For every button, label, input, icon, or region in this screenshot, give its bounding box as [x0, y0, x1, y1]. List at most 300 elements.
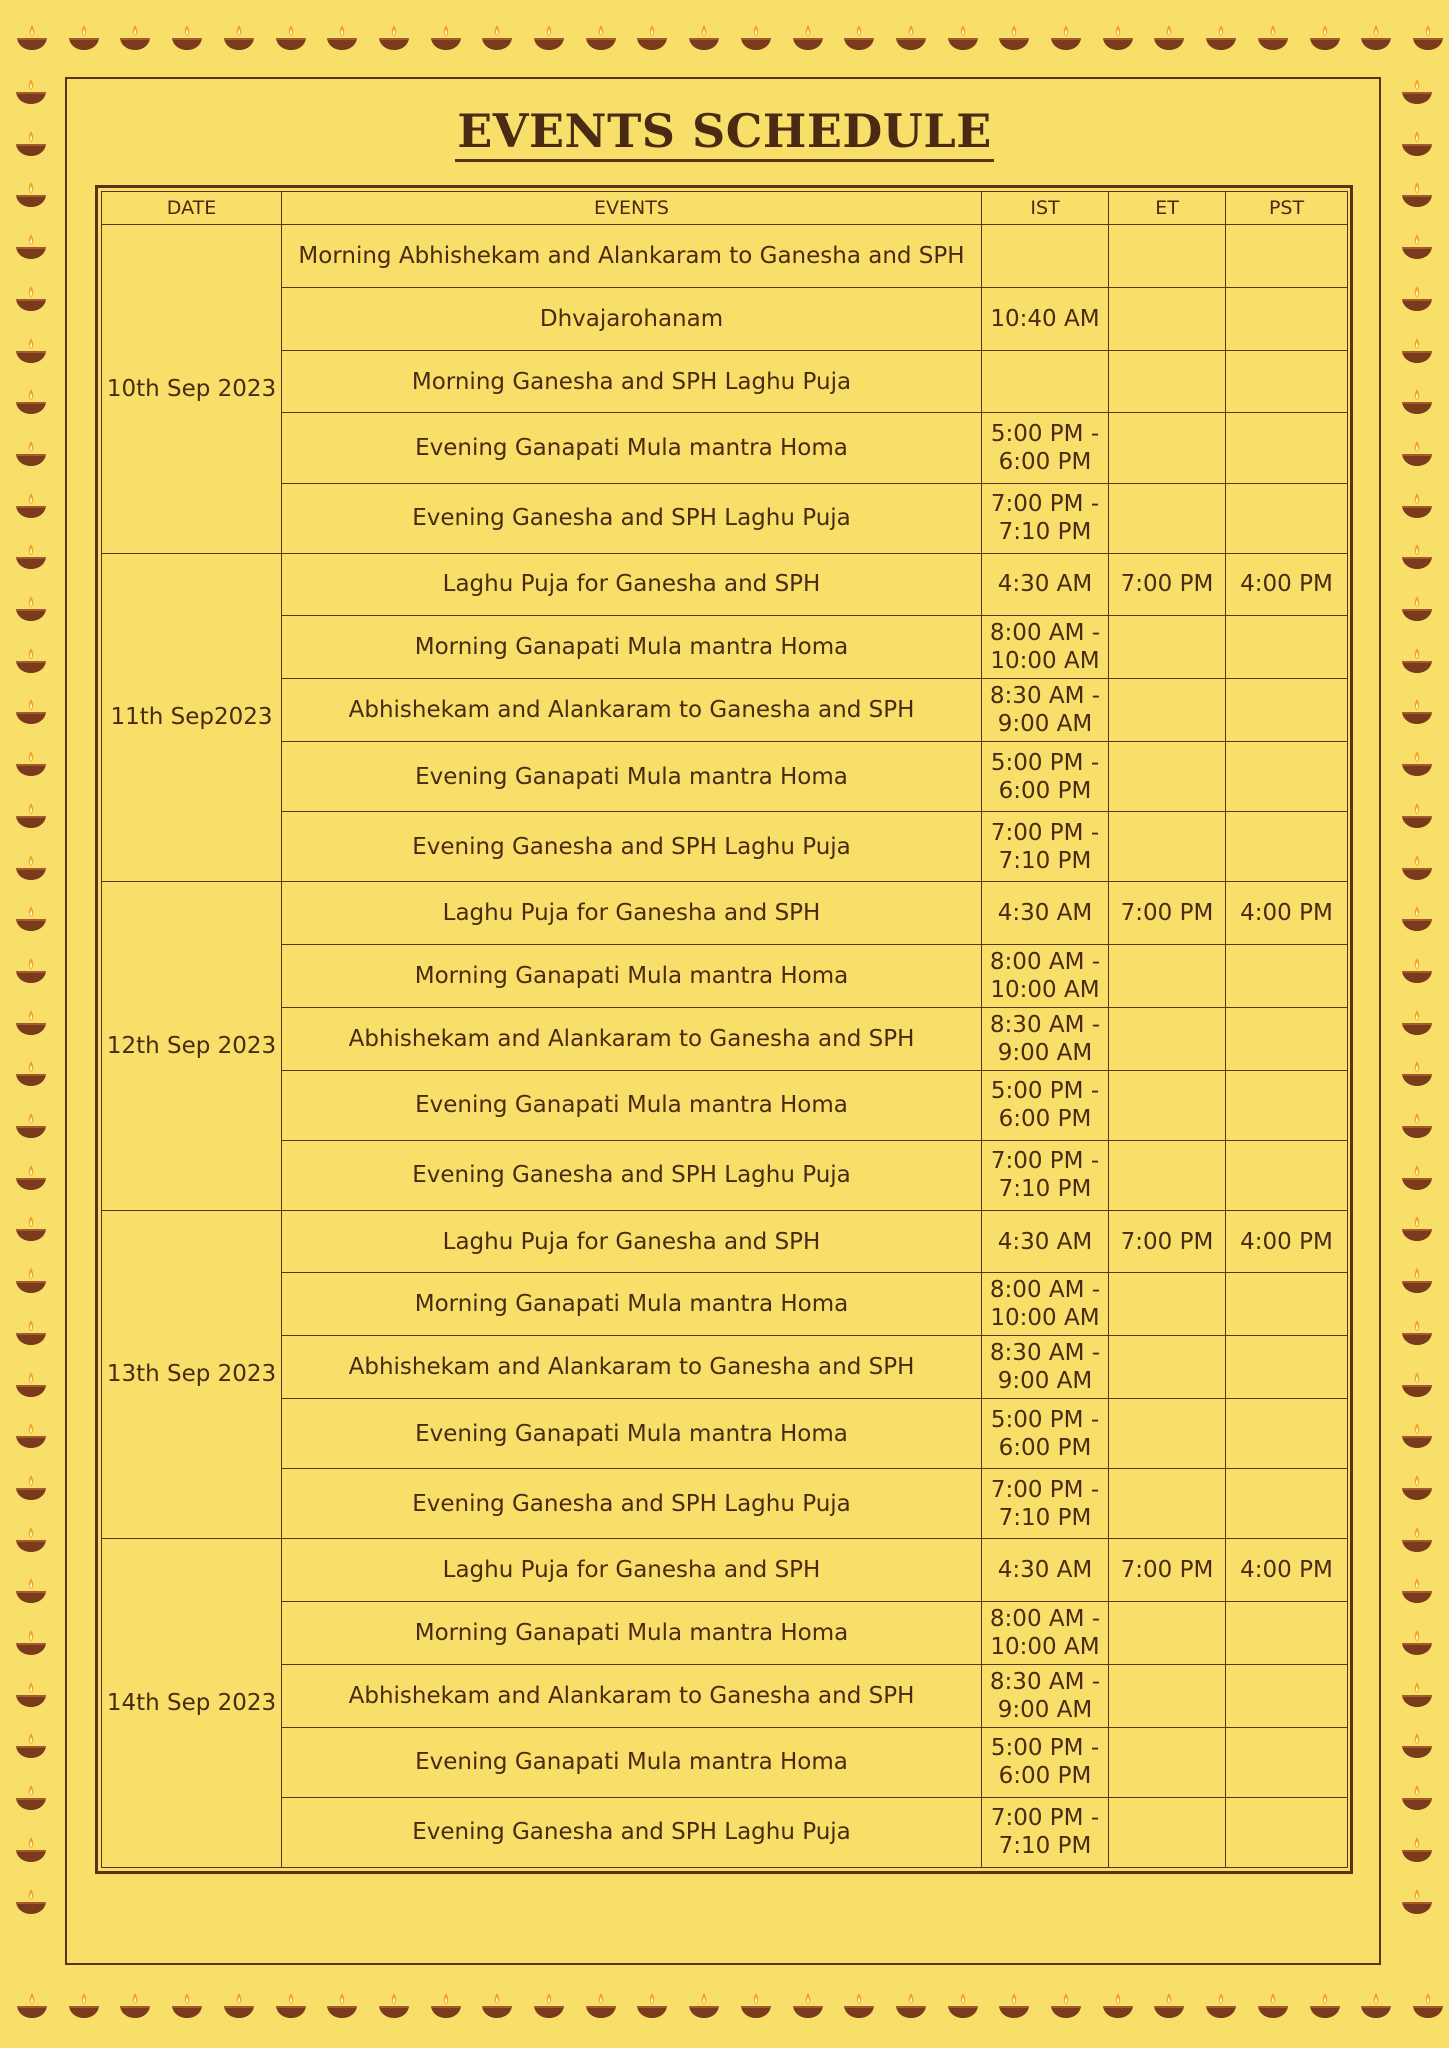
diya-lamp-icon [118, 24, 152, 52]
pst-time-cell [1226, 483, 1348, 553]
ist-time-end: 9:00 AM [997, 1368, 1093, 1395]
pst-time-cell [1226, 1007, 1348, 1070]
event-name-cell: Evening Ganesha and SPH Laghu Puja [282, 1140, 982, 1210]
diya-lamp-icon [1400, 957, 1434, 985]
et-time-cell [1109, 1070, 1226, 1140]
diya-lamp-icon [1101, 24, 1135, 52]
et-time-cell [1109, 1273, 1226, 1336]
diya-lamp-icon [1400, 1784, 1434, 1812]
ist-time-cell [982, 1273, 1109, 1336]
et-time-cell [1109, 1469, 1226, 1539]
diya-lamp-icon [14, 492, 48, 520]
diya-lamp-icon [635, 1992, 669, 2020]
et-time-cell [1109, 1664, 1226, 1727]
diya-border-right [1398, 0, 1438, 2048]
diya-lamp-icon [14, 1732, 48, 1760]
diya-lamp-icon [14, 388, 48, 416]
diya-lamp-icon [14, 905, 48, 933]
pst-time-cell [1226, 1602, 1348, 1665]
diya-lamp-icon [1359, 24, 1393, 52]
ist-time-start: 8:30 AM - [989, 1011, 1101, 1038]
et-time-cell [1109, 1797, 1226, 1867]
diya-lamp-icon [1308, 1992, 1342, 2020]
diya-lamp-icon [1400, 492, 1434, 520]
et-time-cell: 7:00 PM [1109, 553, 1226, 616]
diya-lamp-icon [14, 1526, 48, 1554]
ist-time-cell [982, 679, 1109, 742]
event-name-cell: Morning Ganesha and SPH Laghu Puja [282, 350, 982, 413]
et-time-cell [1109, 679, 1226, 742]
diya-lamp-icon [14, 802, 48, 830]
diya-lamp-icon [14, 233, 48, 261]
pst-time-cell [1226, 1664, 1348, 1727]
ist-time-cell [982, 1140, 1109, 1210]
diya-lamp-icon [1400, 1215, 1434, 1243]
diya-lamp-icon [14, 543, 48, 571]
diya-lamp-icon [1400, 181, 1434, 209]
ist-time-start: 5:00 PM - [990, 1735, 1100, 1762]
event-name-cell: Morning Ganapati Mula mantra Homa [282, 944, 982, 1007]
diya-lamp-icon [14, 1681, 48, 1709]
diya-lamp-icon [1400, 1526, 1434, 1554]
ist-time-end: 10:00 AM [990, 1633, 1100, 1660]
diya-lamp-icon [1400, 1164, 1434, 1192]
ist-time-cell [982, 1539, 1109, 1602]
ist-time-cell [982, 287, 1109, 350]
pst-time-cell [1226, 1469, 1348, 1539]
diya-lamp-icon [1400, 440, 1434, 468]
diya-lamp-icon [1400, 285, 1434, 313]
pst-time-cell [1226, 1336, 1348, 1399]
diya-lamp-icon [14, 1474, 48, 1502]
table-row [102, 1273, 1348, 1336]
diya-lamp-icon [1400, 337, 1434, 365]
column-header-ist: IST [982, 192, 1109, 225]
diya-lamp-icon [842, 1992, 876, 2020]
diya-lamp-icon [1400, 1629, 1434, 1657]
pst-time-cell [1226, 1727, 1348, 1797]
diya-lamp-icon [687, 24, 721, 52]
pst-time-cell [1226, 616, 1348, 679]
diya-lamp-icon [1152, 1992, 1186, 2020]
page-title [0, 104, 1449, 158]
pst-time-cell [1226, 1273, 1348, 1336]
column-header-date: DATE [102, 192, 282, 225]
column-header-et: ET [1109, 192, 1226, 225]
pst-time-cell [1226, 350, 1348, 413]
diya-lamp-icon [14, 854, 48, 882]
ist-time-end: 10:00 AM [990, 976, 1100, 1003]
diya-lamp-icon [1400, 1577, 1434, 1605]
diya-lamp-icon [1400, 1060, 1434, 1088]
pst-time-cell [1226, 413, 1348, 483]
pst-time-cell [1226, 1797, 1348, 1867]
et-time-cell [1109, 616, 1226, 679]
diya-lamp-icon [14, 1577, 48, 1605]
ist-time-cell [982, 225, 1109, 288]
date-cell: 11th Sep2023 [102, 553, 282, 882]
table-row [102, 350, 1348, 413]
diya-lamp-icon [1400, 1474, 1434, 1502]
diya-lamp-icon [1400, 1732, 1434, 1760]
pst-time-cell [1226, 679, 1348, 742]
diya-lamp-icon [739, 24, 773, 52]
diya-lamp-icon [1400, 854, 1434, 882]
ist-time-end: 7:10 PM [998, 1504, 1092, 1531]
event-name-cell: Abhishekam and Alankaram to Ganesha and SPH [282, 1007, 982, 1070]
diya-lamp-icon [1256, 24, 1290, 52]
header-row [102, 192, 1348, 225]
ist-time-start: 4:30 AM [997, 571, 1093, 598]
date-cell: 12th Sep 2023 [102, 882, 282, 1211]
ist-time-cell [982, 1070, 1109, 1140]
event-name-cell: Evening Ganesha and SPH Laghu Puja [282, 1797, 982, 1867]
table-row [102, 1007, 1348, 1070]
table-row [102, 1070, 1348, 1140]
event-name-cell: Evening Ganapati Mula mantra Homa [282, 1727, 982, 1797]
diya-lamp-icon [14, 78, 48, 106]
diya-lamp-icon [842, 24, 876, 52]
event-name-cell: Laghu Puja for Ganesha and SPH [282, 882, 982, 945]
event-name-cell: Evening Ganapati Mula mantra Homa [282, 1399, 982, 1469]
table-row [102, 1469, 1348, 1539]
event-name-cell: Morning Ganapati Mula mantra Homa [282, 1273, 982, 1336]
diya-lamp-icon [14, 1629, 48, 1657]
diya-lamp-icon [14, 181, 48, 209]
ist-time-end: 7:10 PM [998, 519, 1092, 546]
pst-time-cell [1226, 742, 1348, 812]
diya-lamp-icon [14, 1422, 48, 1450]
ist-time-cell [982, 1727, 1109, 1797]
diya-lamp-icon [1400, 1836, 1434, 1864]
table-row [102, 1399, 1348, 1469]
table-row [102, 742, 1348, 812]
diya-lamp-icon [274, 1992, 308, 2020]
diya-lamp-icon [1400, 388, 1434, 416]
ist-time-end: 6:00 PM [998, 1106, 1092, 1133]
column-header-events: EVENTS [282, 192, 982, 225]
date-cell: 14th Sep 2023 [102, 1539, 282, 1868]
ist-time-start: 5:00 PM - [990, 749, 1100, 776]
diya-lamp-icon [377, 24, 411, 52]
diya-border-top [0, 18, 1449, 58]
table-row [102, 413, 1348, 483]
event-name-cell: Evening Ganesha and SPH Laghu Puja [282, 1469, 982, 1539]
diya-lamp-icon [14, 1319, 48, 1347]
et-time-cell [1109, 1399, 1226, 1469]
diya-lamp-icon [1400, 1267, 1434, 1295]
diya-lamp-icon [1400, 1009, 1434, 1037]
ist-time-end: 7:10 PM [998, 1833, 1092, 1860]
diya-border-left [12, 0, 52, 2048]
pst-time-cell [1226, 812, 1348, 882]
table-row [102, 882, 1348, 945]
ist-time-cell [982, 1469, 1109, 1539]
et-time-cell [1109, 1727, 1226, 1797]
ist-time-end: 6:00 PM [998, 777, 1092, 804]
diya-lamp-icon [480, 24, 514, 52]
diya-lamp-icon [14, 647, 48, 675]
date-cell: 10th Sep 2023 [102, 225, 282, 554]
diya-lamp-icon [997, 1992, 1031, 2020]
diya-lamp-icon [14, 1112, 48, 1140]
event-name-cell: Morning Ganapati Mula mantra Homa [282, 1602, 982, 1665]
ist-time-end: 9:00 AM [997, 711, 1093, 738]
ist-time-start: 7:00 PM - [990, 1148, 1100, 1175]
ist-time-start: 8:00 AM - [989, 1277, 1101, 1304]
diya-lamp-icon [14, 440, 48, 468]
ist-time-start: 8:30 AM - [989, 1340, 1101, 1367]
diya-lamp-icon [1049, 1992, 1083, 2020]
diya-lamp-icon [170, 1992, 204, 2020]
event-name-cell: Abhishekam and Alankaram to Ganesha and SPH [282, 1664, 982, 1727]
ist-time-end: 9:00 AM [997, 1696, 1093, 1723]
ist-time-cell [982, 882, 1109, 945]
table-row [102, 679, 1348, 742]
ist-time-end: 6:00 PM [998, 1763, 1092, 1790]
ist-time-cell [982, 1007, 1109, 1070]
diya-lamp-icon [14, 750, 48, 778]
diya-lamp-icon [429, 1992, 463, 2020]
diya-lamp-icon [170, 24, 204, 52]
et-time-cell [1109, 1140, 1226, 1210]
diya-lamp-icon [14, 1784, 48, 1812]
diya-lamp-icon [14, 285, 48, 313]
ist-time-start: 4:30 AM [997, 900, 1093, 926]
pst-time-cell: 4:00 PM [1226, 882, 1348, 945]
et-time-cell [1109, 413, 1226, 483]
ist-time-start: 7:00 PM - [990, 1805, 1100, 1832]
et-time-cell [1109, 944, 1226, 1007]
diya-lamp-icon [14, 337, 48, 365]
event-name-cell: Morning Abhishekam and Alankaram to Ganesha and SPH [282, 225, 982, 288]
diya-lamp-icon [1400, 750, 1434, 778]
table-row [102, 483, 1348, 553]
pst-time-cell [1226, 1399, 1348, 1469]
diya-lamp-icon [14, 1371, 48, 1399]
diya-lamp-icon [1400, 1681, 1434, 1709]
diya-lamp-icon [67, 24, 101, 52]
schedule-table-frame [95, 185, 1353, 1874]
table-row [102, 1664, 1348, 1727]
ist-time-cell [982, 1797, 1109, 1867]
diya-lamp-icon [532, 1992, 566, 2020]
diya-lamp-icon [1256, 1992, 1290, 2020]
diya-lamp-icon [1400, 905, 1434, 933]
pst-time-cell: 4:00 PM [1226, 1539, 1348, 1602]
schedule-table [101, 191, 1348, 1868]
et-time-cell [1109, 812, 1226, 882]
ist-time-cell [982, 413, 1109, 483]
table-row [102, 616, 1348, 679]
diya-lamp-icon [1400, 233, 1434, 261]
diya-lamp-icon [1359, 1992, 1393, 2020]
diya-lamp-icon [1400, 1888, 1434, 1916]
diya-lamp-icon [1400, 802, 1434, 830]
et-time-cell [1109, 287, 1226, 350]
ist-time-end: 6:00 PM [998, 449, 1092, 475]
diya-lamp-icon [1152, 24, 1186, 52]
ist-time-cell [982, 553, 1109, 616]
ist-time-cell [982, 1399, 1109, 1469]
table-row [102, 1140, 1348, 1210]
event-name-cell: Laghu Puja for Ganesha and SPH [282, 1210, 982, 1273]
event-name-cell: Abhishekam and Alankaram to Ganesha and SPH [282, 679, 982, 742]
diya-lamp-icon [67, 1992, 101, 2020]
page-title-text: EVENTS SCHEDULE [455, 104, 994, 162]
ist-time-start: 5:00 PM - [990, 1078, 1100, 1105]
ist-time-start: 7:00 PM - [990, 491, 1100, 518]
et-time-cell: 7:00 PM [1109, 882, 1226, 945]
diya-lamp-icon [325, 24, 359, 52]
ist-time-start: 8:30 AM - [989, 683, 1101, 710]
ist-time-end: 6:00 PM [998, 1434, 1092, 1461]
et-time-cell [1109, 225, 1226, 288]
pst-time-cell: 4:00 PM [1226, 553, 1348, 616]
diya-lamp-icon [532, 24, 566, 52]
diya-lamp-icon [1101, 1992, 1135, 2020]
diya-lamp-icon [687, 1992, 721, 2020]
event-name-cell: Dhvajarohanam [282, 287, 982, 350]
table-row [102, 1602, 1348, 1665]
ist-time-start: 7:00 PM - [990, 819, 1100, 846]
diya-lamp-icon [1204, 24, 1238, 52]
pst-time-cell: 4:00 PM [1226, 1210, 1348, 1273]
event-name-cell: Laghu Puja for Ganesha and SPH [282, 1539, 982, 1602]
diya-lamp-icon [14, 698, 48, 726]
ist-time-end: 7:10 PM [998, 847, 1092, 874]
et-time-cell: 7:00 PM [1109, 1539, 1226, 1602]
pst-time-cell [1226, 1070, 1348, 1140]
diya-lamp-icon [14, 1164, 48, 1192]
ist-time-start: 8:00 AM - [989, 948, 1101, 975]
diya-lamp-icon [946, 24, 980, 52]
event-name-cell: Evening Ganapati Mula mantra Homa [282, 413, 982, 483]
et-time-cell [1109, 350, 1226, 413]
ist-time-start: 10:40 AM [990, 305, 1100, 332]
diya-lamp-icon [274, 24, 308, 52]
diya-lamp-icon [325, 1992, 359, 2020]
ist-time-start: 8:00 AM - [989, 620, 1101, 647]
ist-time-cell [982, 616, 1109, 679]
event-name-cell: Abhishekam and Alankaram to Ganesha and SPH [282, 1336, 982, 1399]
diya-lamp-icon [429, 24, 463, 52]
ist-time-start: 8:30 AM - [989, 1668, 1101, 1695]
diya-lamp-icon [1204, 1992, 1238, 2020]
diya-lamp-icon [1400, 543, 1434, 571]
diya-lamp-icon [14, 957, 48, 985]
et-time-cell [1109, 742, 1226, 812]
diya-lamp-icon [222, 24, 256, 52]
ist-time-cell [982, 483, 1109, 553]
table-row [102, 812, 1348, 882]
diya-lamp-icon [1308, 24, 1342, 52]
diya-border-bottom [0, 1986, 1449, 2026]
diya-lamp-icon [1400, 1371, 1434, 1399]
event-name-cell: Evening Ganapati Mula mantra Homa [282, 742, 982, 812]
diya-lamp-icon [14, 1267, 48, 1295]
diya-lamp-icon [1400, 647, 1434, 675]
ist-time-end: 10:00 AM [990, 648, 1100, 675]
pst-time-cell [1226, 944, 1348, 1007]
diya-lamp-icon [14, 1060, 48, 1088]
event-name-cell: Evening Ganapati Mula mantra Homa [282, 1070, 982, 1140]
diya-lamp-icon [14, 1009, 48, 1037]
diya-lamp-icon [1400, 78, 1434, 106]
ist-time-end: 7:10 PM [998, 1176, 1092, 1203]
ist-time-end: 10:00 AM [990, 1305, 1100, 1332]
diya-lamp-icon [791, 24, 825, 52]
column-header-pst: PST [1226, 192, 1348, 225]
et-time-cell [1109, 1336, 1226, 1399]
ist-time-start: 5:00 PM - [990, 421, 1100, 447]
table-row [102, 944, 1348, 1007]
table-row [102, 1727, 1348, 1797]
ist-time-cell [982, 350, 1109, 413]
ist-time-cell [982, 812, 1109, 882]
diya-lamp-icon [1400, 595, 1434, 623]
et-time-cell [1109, 1007, 1226, 1070]
diya-lamp-icon [1400, 1112, 1434, 1140]
et-time-cell [1109, 483, 1226, 553]
ist-time-cell [982, 1336, 1109, 1399]
diya-lamp-icon [791, 1992, 825, 2020]
diya-lamp-icon [1400, 1422, 1434, 1450]
ist-time-start: 8:00 AM - [989, 1605, 1101, 1632]
ist-time-start: 7:00 PM - [990, 1476, 1100, 1503]
ist-time-cell [982, 944, 1109, 1007]
pst-time-cell [1226, 1140, 1348, 1210]
event-name-cell: Evening Ganesha and SPH Laghu Puja [282, 812, 982, 882]
event-name-cell: Morning Ganapati Mula mantra Homa [282, 616, 982, 679]
event-name-cell: Laghu Puja for Ganesha and SPH [282, 553, 982, 616]
diya-lamp-icon [894, 24, 928, 52]
diya-lamp-icon [894, 1992, 928, 2020]
diya-lamp-icon [997, 24, 1031, 52]
pst-time-cell [1226, 225, 1348, 288]
table-row [102, 1336, 1348, 1399]
pst-time-cell [1226, 287, 1348, 350]
diya-lamp-icon [1049, 24, 1083, 52]
diya-lamp-icon [1400, 698, 1434, 726]
table-row [102, 1210, 1348, 1273]
diya-lamp-icon [14, 595, 48, 623]
ist-time-cell [982, 1602, 1109, 1665]
diya-lamp-icon [1400, 1319, 1434, 1347]
table-row [102, 287, 1348, 350]
diya-lamp-icon [118, 1992, 152, 2020]
diya-lamp-icon [946, 1992, 980, 2020]
ist-time-end: 9:00 AM [997, 1039, 1093, 1066]
diya-lamp-icon [584, 1992, 618, 2020]
diya-lamp-icon [222, 1992, 256, 2020]
diya-lamp-icon [635, 24, 669, 52]
ist-time-start: 4:30 AM [997, 1228, 1093, 1255]
ist-time-cell [982, 742, 1109, 812]
ist-time-start: 4:30 AM [997, 1557, 1093, 1584]
et-time-cell: 7:00 PM [1109, 1210, 1226, 1273]
table-row [102, 225, 1348, 288]
et-time-cell [1109, 1602, 1226, 1665]
diya-lamp-icon [584, 24, 618, 52]
diya-lamp-icon [480, 1992, 514, 2020]
diya-lamp-icon [377, 1992, 411, 2020]
table-row [102, 553, 1348, 616]
diya-lamp-icon [14, 1888, 48, 1916]
diya-lamp-icon [14, 1836, 48, 1864]
ist-time-start: 5:00 PM - [990, 1406, 1100, 1433]
event-name-cell: Evening Ganesha and SPH Laghu Puja [282, 483, 982, 553]
